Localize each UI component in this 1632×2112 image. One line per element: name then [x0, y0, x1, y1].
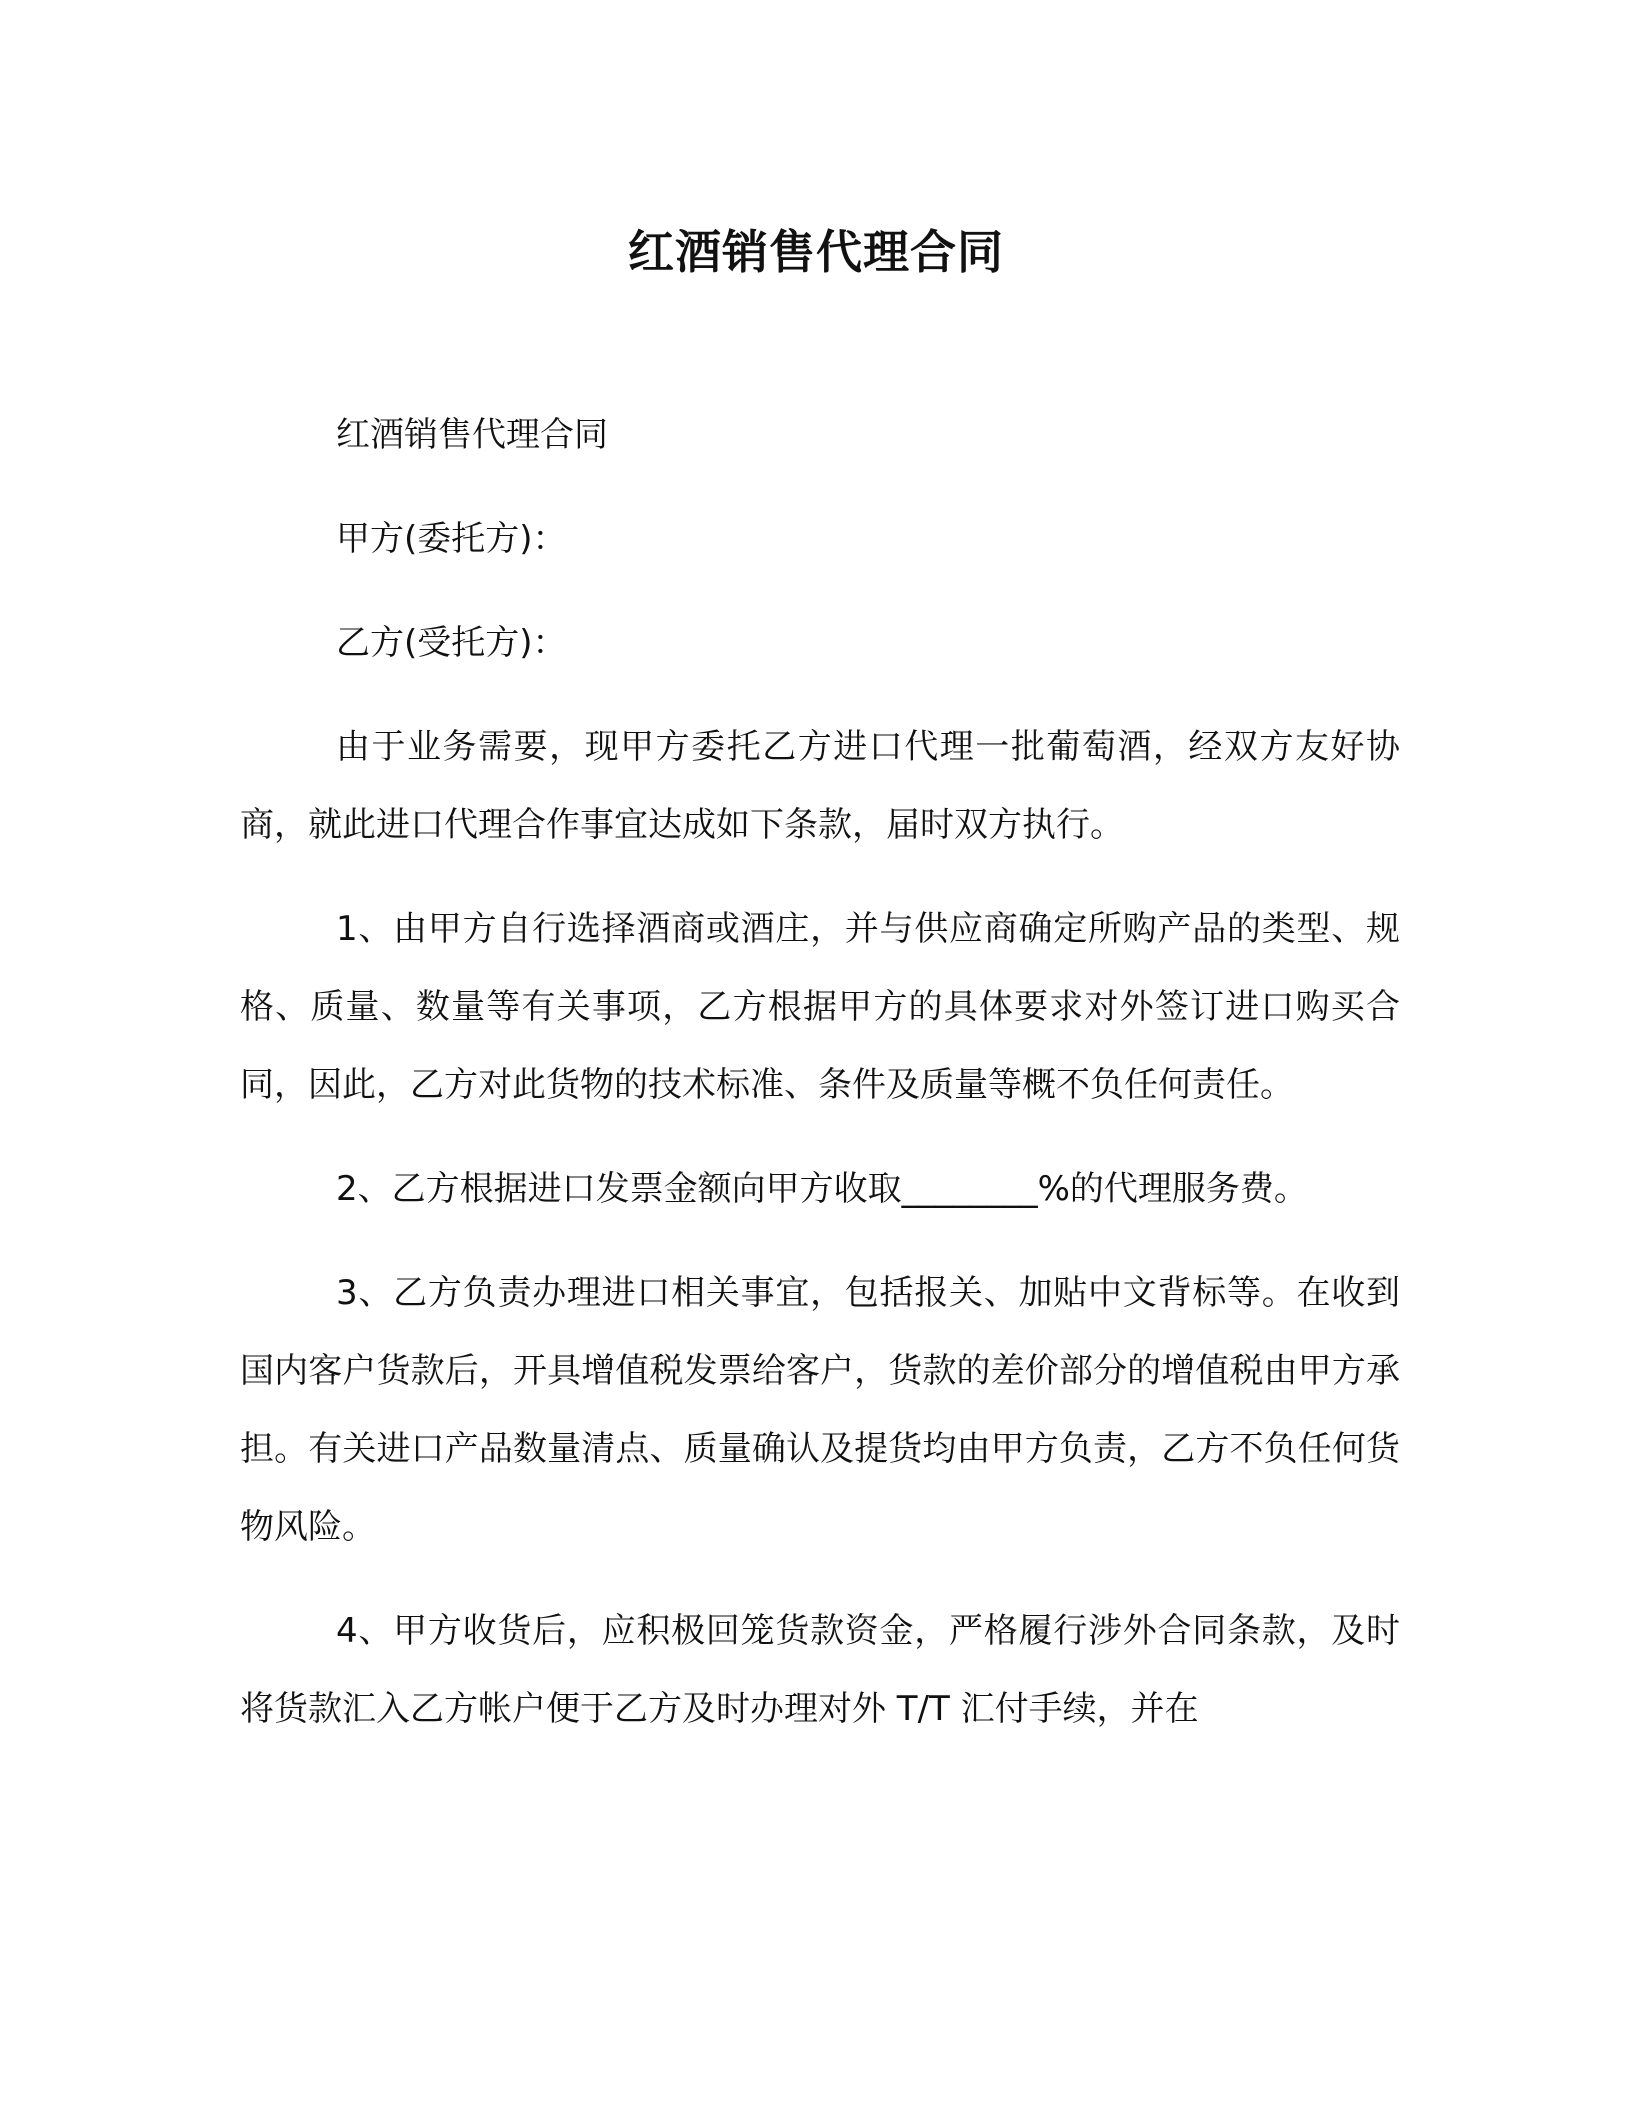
clause-2: 2、乙方根据进口发票金额向甲方收取________%的代理服务费。	[336, 1169, 1308, 1209]
clause-4: 4、甲方收货后，应积极回笼货款资金，严格履行涉外合同条款，及时将货款汇入乙方帐户便于乙方及时办理对外 T/T 汇付手续，并在	[240, 1611, 1400, 1729]
document-body	[240, 396, 1400, 1774]
clause-1: 1、由甲方自行选择酒商或酒庄，并与供应商确定所购产品的类型、规格、质量、数量等有关事项，乙方根据甲方的具体要求对外签订进口购买合同，因此，乙方对此货物的技术标准、条件及质量等概不负任何责任。	[240, 909, 1400, 1105]
party-a-line: 甲方(委托方)：	[336, 519, 567, 559]
preamble-paragraph: 由于业务需要，现甲方委托乙方进口代理一批葡萄酒，经双方友好协商，就此进口代理合作事宜达成如下条款，届时双方执行。	[240, 727, 1400, 845]
clause-3: 3、乙方负责办理进口相关事宜，包括报关、加贴中文背标等。在收到国内客户货款后，开具增值税发票给客户，货款的差价部分的增值税由甲方承担。有关进口产品数量清点、质量确认及提货均由甲方负责，乙方不负任何货物风险。	[240, 1273, 1400, 1547]
contract-heading: 红酒销售代理合同	[336, 415, 608, 455]
party-b-line: 乙方(受托方)：	[336, 623, 567, 663]
document-title: 红酒销售代理合同	[628, 225, 1004, 279]
